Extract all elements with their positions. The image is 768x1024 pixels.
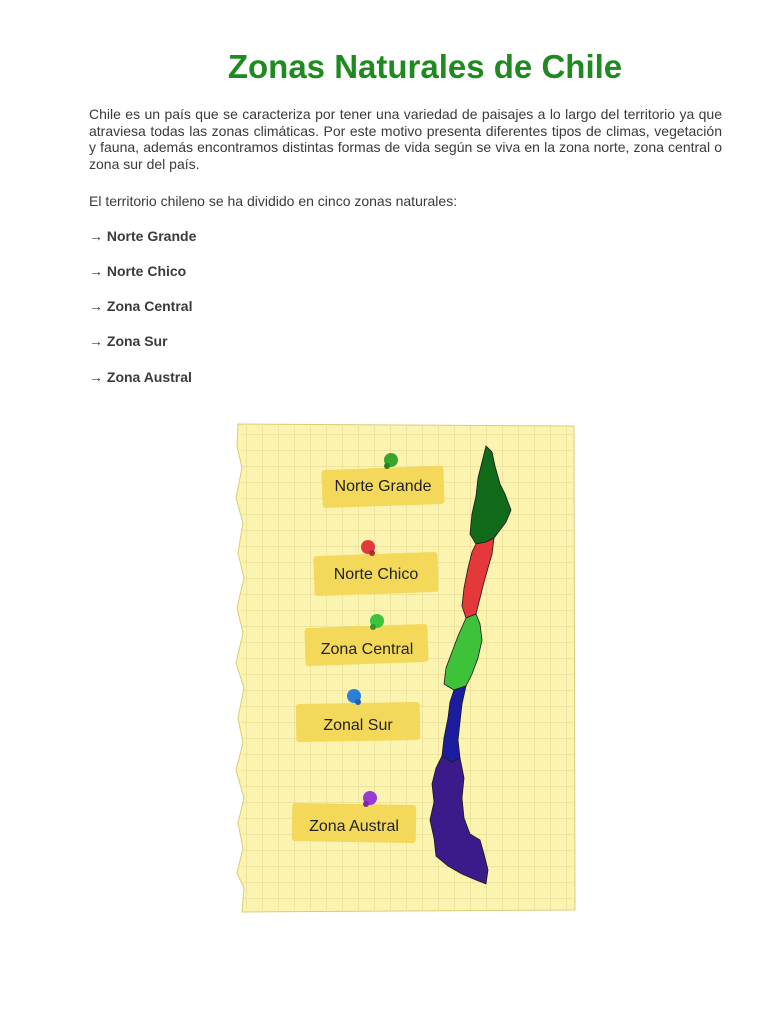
zones-intro-text: El territorio chileno se ha dividido en cinco zonas naturales: <box>89 193 458 209</box>
zone-item-norte-grande: → Norte Grande <box>89 228 197 244</box>
map-label-zonal-sur-text: Zonal Sur <box>323 717 393 734</box>
map-label-zona-central-text: Zona Central <box>320 641 414 658</box>
zone-item-zona-austral: → Zona Austral <box>89 369 192 385</box>
zone-item-zona-central: → Zona Central <box>89 298 193 314</box>
chile-zones-map-figure <box>230 418 580 914</box>
zone-item-zona-sur: → Zona Sur <box>89 333 168 349</box>
map-label-norte-grande-text: Norte Grande <box>334 478 432 495</box>
zone-item-norte-chico: → Norte Chico <box>89 263 187 279</box>
map-label-zona-austral-text: Zona Austral <box>309 818 399 835</box>
intro-paragraph: Chile es un país que se caracteriza por tener una variedad de paisajes a lo largo del territorio ya que atraviesa todas las zonas climáticas. Por este motivo presenta diferentes tipos de climas, vegetación y fauna, además encontramos distintas formas de vida según se viva en la zona norte, zona central o zona sur del país. <box>89 106 722 172</box>
page-title: Zonas Naturales de Chile <box>227 48 623 85</box>
map-label-norte-chico-text: Norte Chico <box>333 566 419 583</box>
